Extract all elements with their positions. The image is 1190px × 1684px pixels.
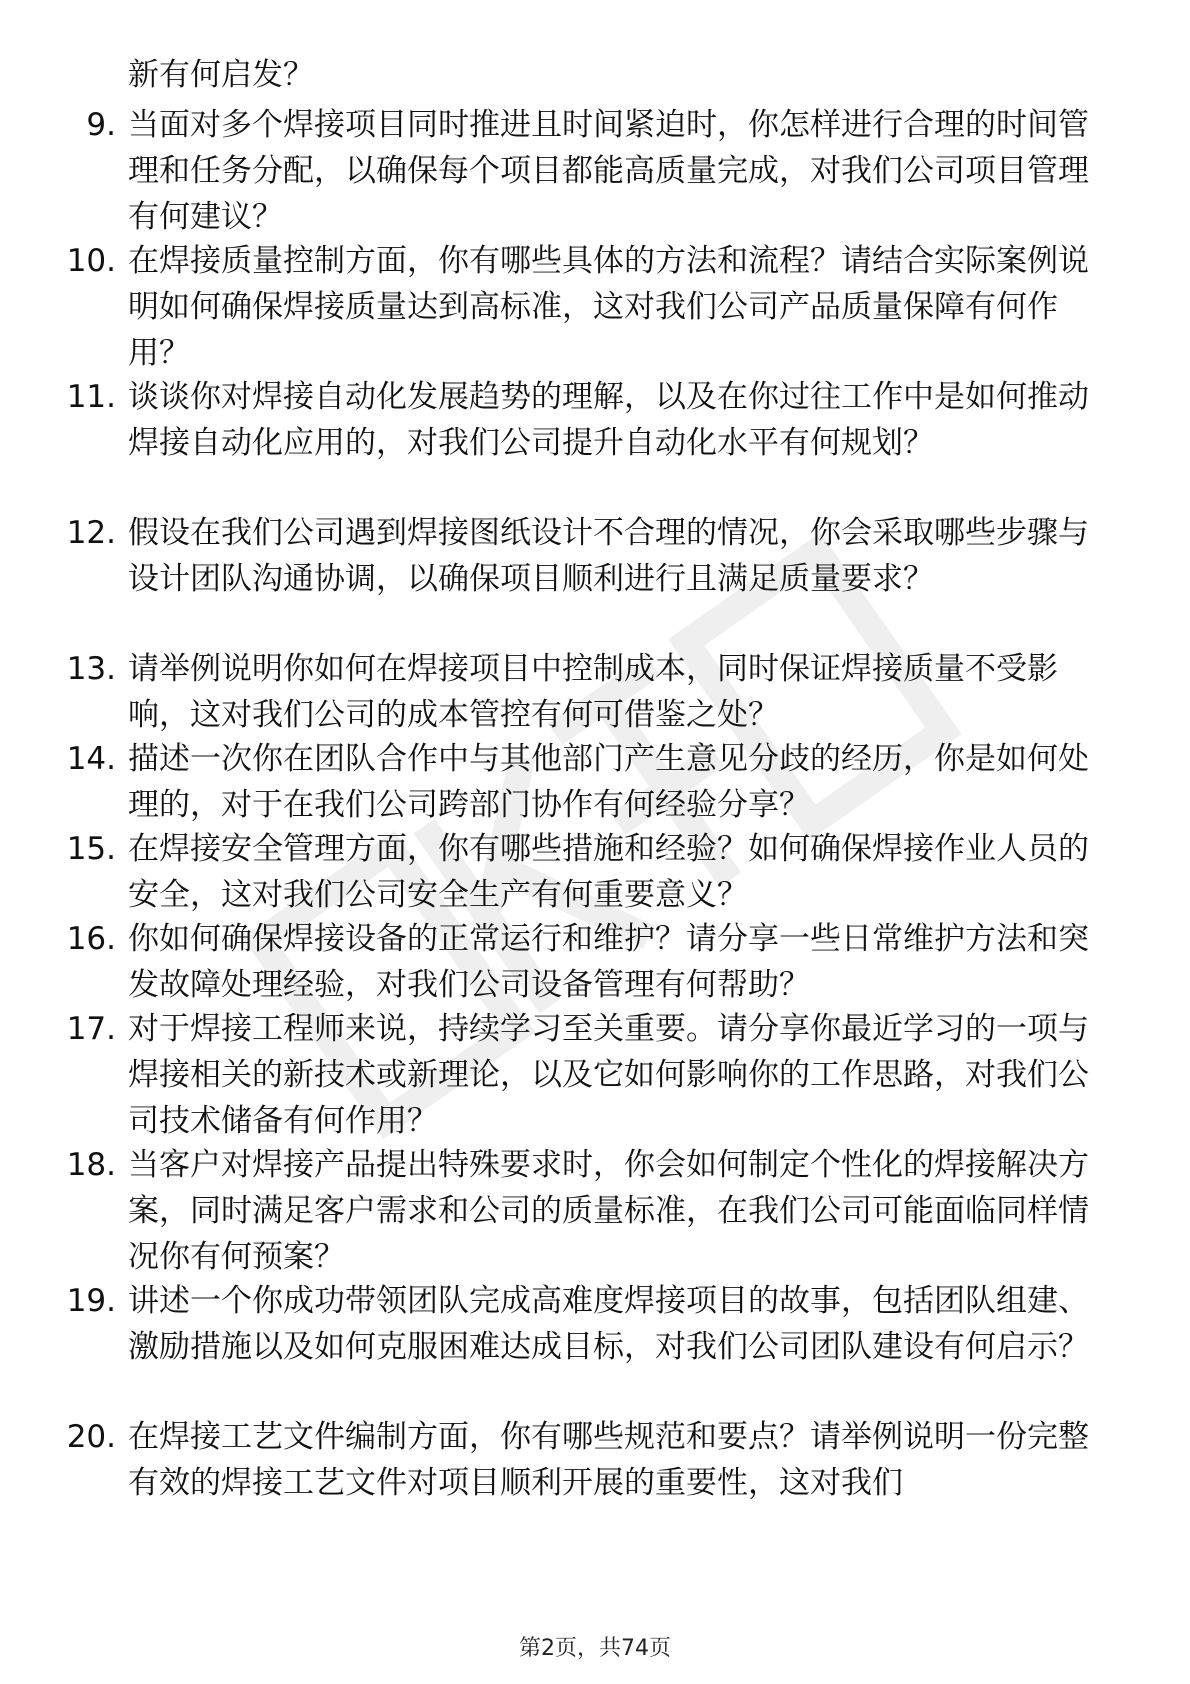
question-number: 17. (66, 1011, 116, 1047)
question-text: 你如何确保焊接设备的正常运行和维护？请分享一些日常维护方法和突发故障处理经验，对我们公司设备管理有何帮助？ (128, 921, 1089, 1003)
question-number: 12. (66, 515, 116, 551)
question-number: 10. (66, 243, 116, 279)
question-number: 15. (66, 831, 116, 867)
question-text: 请举例说明你如何在焊接项目中控制成本，同时保证焊接质量不受影响，这对我们公司的成本管控有何可借鉴之处？ (128, 651, 1058, 733)
question-text: 描述一次你在团队合作中与其他部门产生意见分歧的经历，你是如何处理的，对于在我们公司跨部门协作有何经验分享？ (128, 741, 1089, 823)
question-text: 在焊接安全管理方面，你有哪些措施和经验？如何确保焊接作业人员的安全，这对我们公司安全生产有何重要意义？ (128, 831, 1089, 913)
question-text: 假设在我们公司遇到焊接图纸设计不合理的情况，你会采取哪些步骤与设计团队沟通协调，以确保项目顺利进行且满足质量要求？ (128, 515, 1089, 597)
question-number: 13. (66, 651, 116, 687)
question-text: 对于焊接工程师来说，持续学习至关重要。请分享你最近学习的一项与焊接相关的新技术或新理论，以及它如何影响你的工作思路，对我们公司技术储备有何作用？ (128, 1011, 1089, 1139)
question-text: 当面对多个焊接项目同时推进且时间紧迫时，你怎样进行合理的时间管理和任务分配，以确保每个项目都能高质量完成，对我们公司项目管理有何建议？ (128, 107, 1089, 235)
question-number: 19. (66, 1283, 116, 1319)
question-number: 18. (66, 1147, 116, 1183)
question-text: 在焊接工艺文件编制方面，你有哪些规范和要点？请举例说明一份完整有效的焊接工艺文件对项目顺利开展的重要性，这对我们 (128, 1419, 1089, 1501)
question-text: 谈谈你对焊接自动化发展趋势的理解，以及在你过往工作中是如何推动焊接自动化应用的，对我们公司提升自动化水平有何规划？ (128, 379, 1089, 461)
question-number: 14. (66, 741, 116, 777)
question-text: 当客户对焊接产品提出特殊要求时，你会如何制定个性化的焊接解决方案，同时满足客户需求和公司的质量标准，在我们公司可能面临同样情况你有何预案？ (128, 1147, 1089, 1275)
page-number-label: 第2页，共74页 (519, 1636, 671, 1661)
question-number: 11. (66, 379, 116, 415)
question-text: 讲述一个你成功带领团队完成高难度焊接项目的故事，包括团队组建、激励措施以及如何克服困难达成目标，对我们公司团队建设有何启示？ (128, 1283, 1089, 1365)
question-number: 16. (66, 921, 116, 957)
page-footer (0, 1634, 1190, 1664)
question-text: 在焊接质量控制方面，你有哪些具体的方法和流程？请结合实际案例说明如何确保焊接质量达到高标准，这对我们公司产品质量保障有何作用？ (128, 243, 1089, 371)
question-number: 20. (66, 1419, 116, 1455)
question-number: 9. (86, 107, 116, 143)
continuation-text: 新有何启发？ (128, 57, 314, 93)
